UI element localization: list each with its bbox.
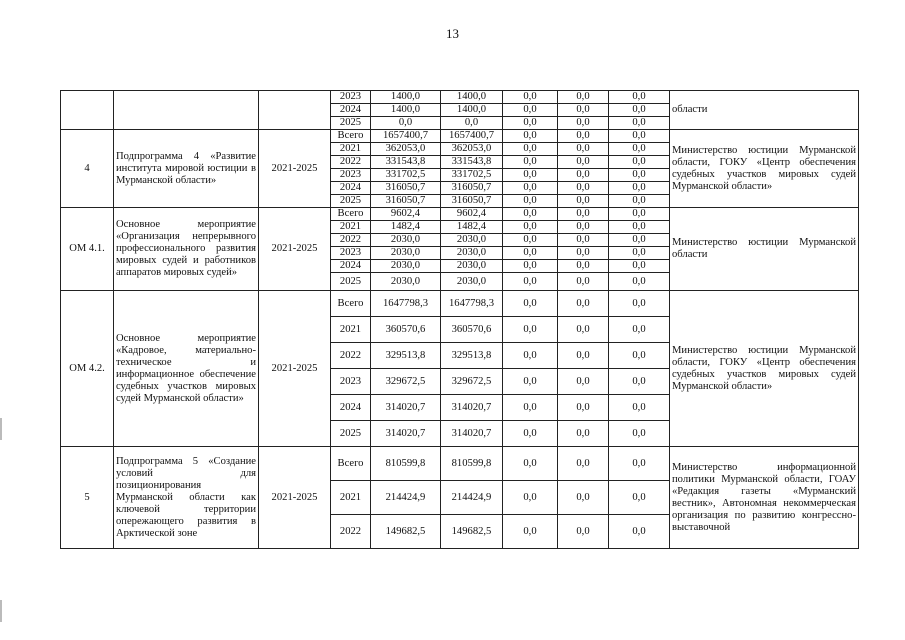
- amount-cell: 329513,8: [441, 343, 503, 369]
- amount-cell: 0,0: [558, 130, 609, 143]
- table-row: [61, 208, 859, 221]
- total-amount-cell: 0,0: [371, 117, 441, 130]
- amount-cell: 0,0: [558, 291, 609, 317]
- program-name-cell: [114, 91, 259, 130]
- amount-cell: 0,0: [503, 221, 558, 234]
- year-cell: 2022: [331, 343, 371, 369]
- total-amount-cell: 9602,4: [371, 208, 441, 221]
- amount-cell: 0,0: [609, 234, 670, 247]
- amount-cell: 1400,0: [441, 104, 503, 117]
- amount-cell: 0,0: [558, 421, 609, 447]
- amount-cell: 0,0: [558, 515, 609, 549]
- amount-cell: 362053,0: [441, 143, 503, 156]
- total-amount-cell: 2030,0: [371, 273, 441, 291]
- year-cell: 2021: [331, 143, 371, 156]
- amount-cell: 1647798,3: [441, 291, 503, 317]
- amount-cell: 360570,6: [441, 317, 503, 343]
- program-name-cell: Основное мероприятие «Организация непрерывного профессионального развития мировых судей и работников аппаратов мировых судей»: [114, 208, 259, 291]
- amount-cell: 0,0: [503, 515, 558, 549]
- amount-cell: 0,0: [503, 395, 558, 421]
- amount-cell: 316050,7: [441, 182, 503, 195]
- amount-cell: 0,0: [503, 291, 558, 317]
- year-cell: 2025: [331, 117, 371, 130]
- amount-cell: 0,0: [558, 156, 609, 169]
- year-cell: 2021: [331, 481, 371, 515]
- program-name-cell: Подпрограмма 5 «Создание условий для позиционирования Мурманской области как ключевой территории опережающего развития в Арктической зоне: [114, 447, 259, 549]
- amount-cell: 0,0: [609, 515, 670, 549]
- amount-cell: 0,0: [441, 117, 503, 130]
- program-name-cell: Основное мероприятие «Кадровое, материально-техническое и информационное обеспечение судебных участков мировых судей Мурманской области»: [114, 291, 259, 447]
- amount-cell: 0,0: [503, 208, 558, 221]
- year-cell: 2021: [331, 317, 371, 343]
- amount-cell: 0,0: [609, 273, 670, 291]
- year-cell: 2025: [331, 195, 371, 208]
- amount-cell: 0,0: [609, 195, 670, 208]
- amount-cell: 0,0: [609, 221, 670, 234]
- amount-cell: 0,0: [558, 221, 609, 234]
- total-amount-cell: 316050,7: [371, 195, 441, 208]
- amount-cell: 1400,0: [441, 91, 503, 104]
- executor-cell: Министерство юстиции Мурманской области, ГОКУ «Центр обеспечения судебных участков мировых судей Мурманской области»: [670, 291, 859, 447]
- total-amount-cell: 360570,6: [371, 317, 441, 343]
- amount-cell: 9602,4: [441, 208, 503, 221]
- table-row: [61, 291, 859, 317]
- year-cell: 2022: [331, 234, 371, 247]
- year-cell: 2021: [331, 221, 371, 234]
- scan-edge-mark: [0, 418, 2, 440]
- year-cell: 2023: [331, 91, 371, 104]
- amount-cell: 0,0: [503, 130, 558, 143]
- table-row: [61, 130, 859, 143]
- year-cell: 2025: [331, 421, 371, 447]
- period-cell: 2021-2025: [259, 208, 331, 291]
- total-amount-cell: 329672,5: [371, 369, 441, 395]
- period-cell: [259, 91, 331, 130]
- period-cell: 2021-2025: [259, 130, 331, 208]
- year-cell: 2023: [331, 169, 371, 182]
- amount-cell: 0,0: [609, 143, 670, 156]
- amount-cell: 0,0: [609, 481, 670, 515]
- page-number: 13: [446, 26, 459, 41]
- total-amount-cell: 2030,0: [371, 234, 441, 247]
- year-cell: 2023: [331, 369, 371, 395]
- amount-cell: 0,0: [558, 182, 609, 195]
- year-cell: 2024: [331, 182, 371, 195]
- amount-cell: 0,0: [609, 260, 670, 273]
- amount-cell: 1482,4: [441, 221, 503, 234]
- year-cell: Всего: [331, 208, 371, 221]
- executor-cell: области: [670, 91, 859, 130]
- total-amount-cell: 331543,8: [371, 156, 441, 169]
- amount-cell: 0,0: [558, 273, 609, 291]
- year-cell: Всего: [331, 447, 371, 481]
- year-cell: 2024: [331, 260, 371, 273]
- amount-cell: 0,0: [609, 91, 670, 104]
- executor-cell: Министерство юстиции Мурманской области: [670, 208, 859, 291]
- amount-cell: 0,0: [609, 156, 670, 169]
- amount-cell: 0,0: [609, 104, 670, 117]
- year-cell: 2022: [331, 156, 371, 169]
- amount-cell: 0,0: [609, 343, 670, 369]
- total-amount-cell: 810599,8: [371, 447, 441, 481]
- amount-cell: 0,0: [558, 143, 609, 156]
- year-cell: 2025: [331, 273, 371, 291]
- program-number-cell: ОМ 4.1.: [61, 208, 114, 291]
- amount-cell: 0,0: [558, 234, 609, 247]
- amount-cell: 0,0: [609, 291, 670, 317]
- amount-cell: 0,0: [503, 481, 558, 515]
- executor-cell: Министерство информационной политики Мурманской области, ГОАУ «Редакция газеты «Мурманский вестник», Автономная некоммерческая организация по развитию конгрессно-выставочной: [670, 447, 859, 549]
- amount-cell: 0,0: [558, 395, 609, 421]
- total-amount-cell: 1400,0: [371, 104, 441, 117]
- amount-cell: 316050,7: [441, 195, 503, 208]
- total-amount-cell: 1482,4: [371, 221, 441, 234]
- total-amount-cell: 314020,7: [371, 395, 441, 421]
- total-amount-cell: 1647798,3: [371, 291, 441, 317]
- amount-cell: 0,0: [503, 156, 558, 169]
- amount-cell: 0,0: [558, 104, 609, 117]
- year-cell: 2024: [331, 395, 371, 421]
- amount-cell: 0,0: [609, 317, 670, 343]
- amount-cell: 0,0: [503, 234, 558, 247]
- period-cell: 2021-2025: [259, 291, 331, 447]
- total-amount-cell: 329513,8: [371, 343, 441, 369]
- amount-cell: 0,0: [558, 195, 609, 208]
- amount-cell: 2030,0: [441, 234, 503, 247]
- total-amount-cell: 214424,9: [371, 481, 441, 515]
- amount-cell: 0,0: [558, 91, 609, 104]
- table-row: [61, 447, 859, 481]
- amount-cell: 214424,9: [441, 481, 503, 515]
- amount-cell: 0,0: [609, 117, 670, 130]
- amount-cell: 149682,5: [441, 515, 503, 549]
- amount-cell: 0,0: [503, 421, 558, 447]
- year-cell: 2023: [331, 247, 371, 260]
- program-number-cell: ОМ 4.2.: [61, 291, 114, 447]
- program-number-cell: 5: [61, 447, 114, 549]
- amount-cell: 0,0: [558, 447, 609, 481]
- total-amount-cell: 316050,7: [371, 182, 441, 195]
- amount-cell: 0,0: [609, 447, 670, 481]
- amount-cell: 314020,7: [441, 421, 503, 447]
- amount-cell: 2030,0: [441, 247, 503, 260]
- total-amount-cell: 362053,0: [371, 143, 441, 156]
- amount-cell: 0,0: [503, 104, 558, 117]
- amount-cell: 0,0: [609, 208, 670, 221]
- amount-cell: 0,0: [558, 343, 609, 369]
- funding-table: [60, 90, 859, 549]
- total-amount-cell: 1657400,7: [371, 130, 441, 143]
- amount-cell: 0,0: [503, 91, 558, 104]
- period-cell: 2021-2025: [259, 447, 331, 549]
- amount-cell: 0,0: [503, 143, 558, 156]
- amount-cell: 0,0: [558, 260, 609, 273]
- total-amount-cell: 149682,5: [371, 515, 441, 549]
- total-amount-cell: 2030,0: [371, 260, 441, 273]
- amount-cell: 0,0: [609, 169, 670, 182]
- amount-cell: 0,0: [558, 247, 609, 260]
- amount-cell: 2030,0: [441, 273, 503, 291]
- amount-cell: 0,0: [558, 117, 609, 130]
- amount-cell: 810599,8: [441, 447, 503, 481]
- year-cell: 2024: [331, 104, 371, 117]
- amount-cell: 0,0: [503, 343, 558, 369]
- year-cell: Всего: [331, 291, 371, 317]
- amount-cell: 0,0: [609, 395, 670, 421]
- amount-cell: 0,0: [503, 260, 558, 273]
- executor-cell: Министерство юстиции Мурманской области, ГОКУ «Центр обеспечения судебных участков мировых судей Мурманской области»: [670, 130, 859, 208]
- total-amount-cell: 331702,5: [371, 169, 441, 182]
- amount-cell: 0,0: [558, 169, 609, 182]
- amount-cell: 0,0: [503, 273, 558, 291]
- program-number-cell: [61, 91, 114, 130]
- amount-cell: 0,0: [558, 369, 609, 395]
- amount-cell: 0,0: [558, 481, 609, 515]
- amount-cell: 0,0: [503, 117, 558, 130]
- amount-cell: 0,0: [503, 195, 558, 208]
- amount-cell: 331702,5: [441, 169, 503, 182]
- amount-cell: 0,0: [503, 317, 558, 343]
- amount-cell: 0,0: [503, 182, 558, 195]
- amount-cell: 2030,0: [441, 260, 503, 273]
- program-number-cell: 4: [61, 130, 114, 208]
- program-name-cell: Подпрограмма 4 «Развитие института мировой юстиции в Мурманской области»: [114, 130, 259, 208]
- amount-cell: 0,0: [558, 208, 609, 221]
- amount-cell: 0,0: [503, 447, 558, 481]
- amount-cell: 0,0: [609, 421, 670, 447]
- total-amount-cell: 1400,0: [371, 91, 441, 104]
- amount-cell: 0,0: [609, 247, 670, 260]
- amount-cell: 0,0: [503, 247, 558, 260]
- amount-cell: 0,0: [558, 317, 609, 343]
- amount-cell: 0,0: [609, 130, 670, 143]
- table-row: [61, 91, 859, 104]
- amount-cell: 0,0: [609, 182, 670, 195]
- year-cell: Всего: [331, 130, 371, 143]
- amount-cell: 0,0: [503, 169, 558, 182]
- amount-cell: 331543,8: [441, 156, 503, 169]
- amount-cell: 0,0: [609, 369, 670, 395]
- year-cell: 2022: [331, 515, 371, 549]
- amount-cell: 314020,7: [441, 395, 503, 421]
- total-amount-cell: 2030,0: [371, 247, 441, 260]
- amount-cell: 0,0: [503, 369, 558, 395]
- scan-edge-mark: [0, 600, 2, 622]
- amount-cell: 329672,5: [441, 369, 503, 395]
- amount-cell: 1657400,7: [441, 130, 503, 143]
- total-amount-cell: 314020,7: [371, 421, 441, 447]
